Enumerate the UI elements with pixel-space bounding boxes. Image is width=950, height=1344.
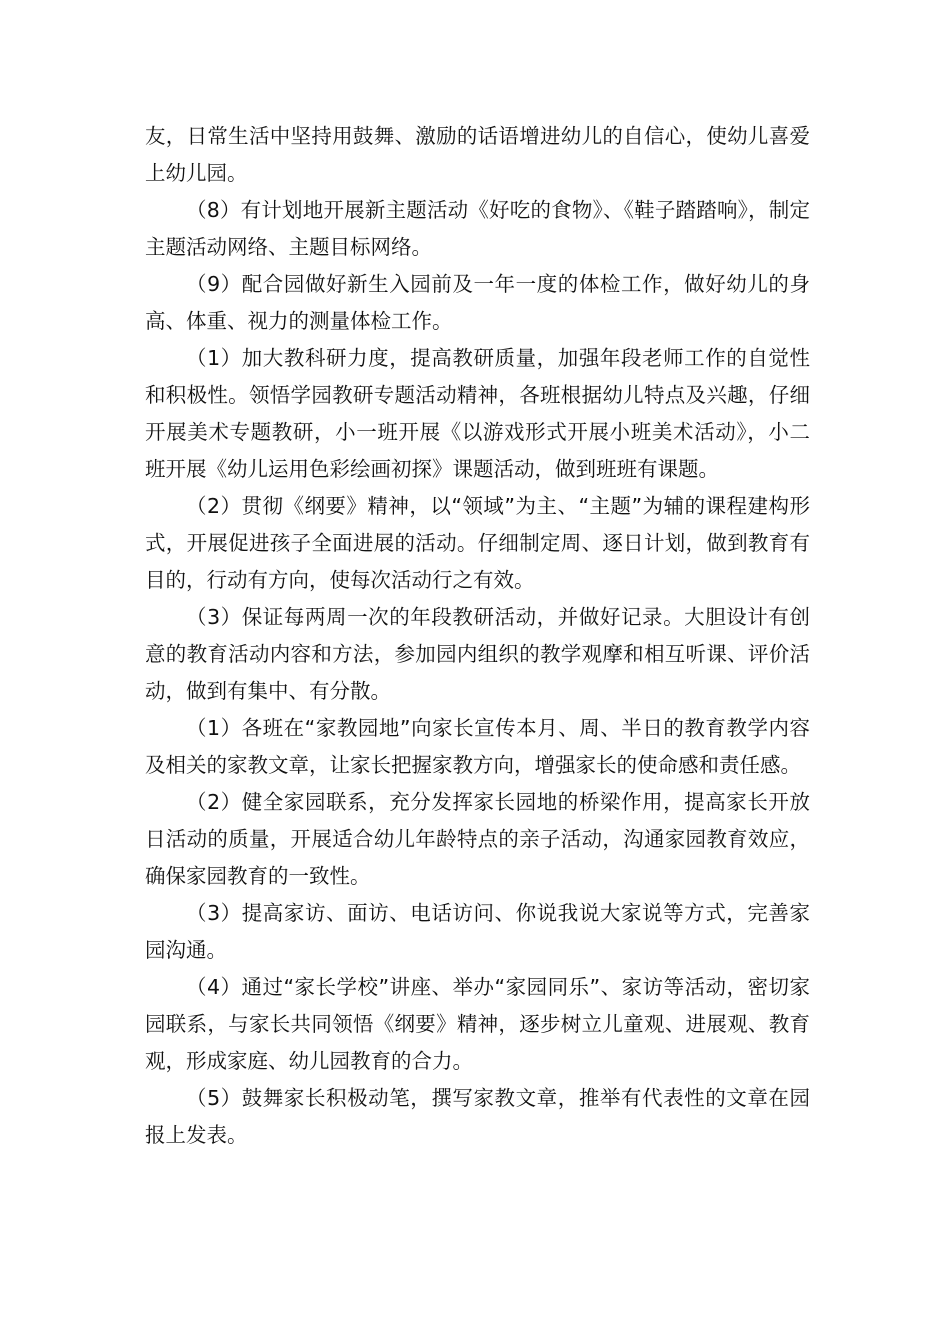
paragraph-research-3: （3）保证每两周一次的年段教研活动，并做好记录。大胆设计有创意的教育活动内容和方法，参加园内组织的教学观摩和相互听课、评价活动，做到有集中、有分散。 xyxy=(145,605,810,703)
paragraph-continuation: 友，日常生活中坚持用鼓舞、激励的话语增进幼儿的自信心，使幼儿喜爱上幼儿园。 xyxy=(145,124,810,185)
paragraph-family-1: （1）各班在“家教园地”向家长宣传本月、周、半日的教育教学内容及相关的家教文章，让家长把握家教方向，增强家长的使命感和责任感。 xyxy=(145,716,810,777)
paragraph-research-2: （2）贯彻《纲要》精神，以“领域”为主、“主题”为辅的课程建构形式，开展促进孩子全面进展的活动。仔细制定周、逐日计划，做到教育有目的，行动有方向，使每次活动行之有效。 xyxy=(145,494,810,592)
paragraph-family-5: （5）鼓舞家长积极动笔，撰写家教文章，推举有代表性的文章在园报上发表。 xyxy=(145,1086,810,1147)
paragraph-item-8: （8）有计划地开展新主题活动《好吃的食物》、《鞋子踏踏响》，制定主题活动网络、主题目标网络。 xyxy=(145,198,810,259)
paragraph-research-1: （1）加大教科研力度，提高教研质量，加强年段老师工作的自觉性和积极性。领悟学园教研专题活动精神，各班根据幼儿特点及兴趣，仔细开展美术专题教研，小一班开展《以游戏形式开展小班美术活动》，小二班开展《幼儿运用色彩绘画初探》课题活动，做到班班有课题。 xyxy=(145,346,810,481)
paragraph-family-4: （4）通过“家长学校”讲座、举办“家园同乐”、家访等活动，密切家园联系，与家长共同领悟《纲要》精神，逐步树立儿童观、进展观、教育观，形成家庭、幼儿园教育的合力。 xyxy=(145,975,810,1073)
paragraph-item-9: （9）配合园做好新生入园前及一年一度的体检工作，做好幼儿的身高、体重、视力的测量体检工作。 xyxy=(145,272,810,333)
paragraph-family-2: （2）健全家园联系，充分发挥家长园地的桥梁作用，提高家长开放日活动的质量，开展适合幼儿年龄特点的亲子活动，沟通家园教育效应，确保家园教育的一致性。 xyxy=(145,790,810,888)
document-body xyxy=(145,118,810,1154)
paragraph-family-3: （3）提高家访、面访、电话访问、你说我说大家说等方式，完善家园沟通。 xyxy=(145,901,810,962)
